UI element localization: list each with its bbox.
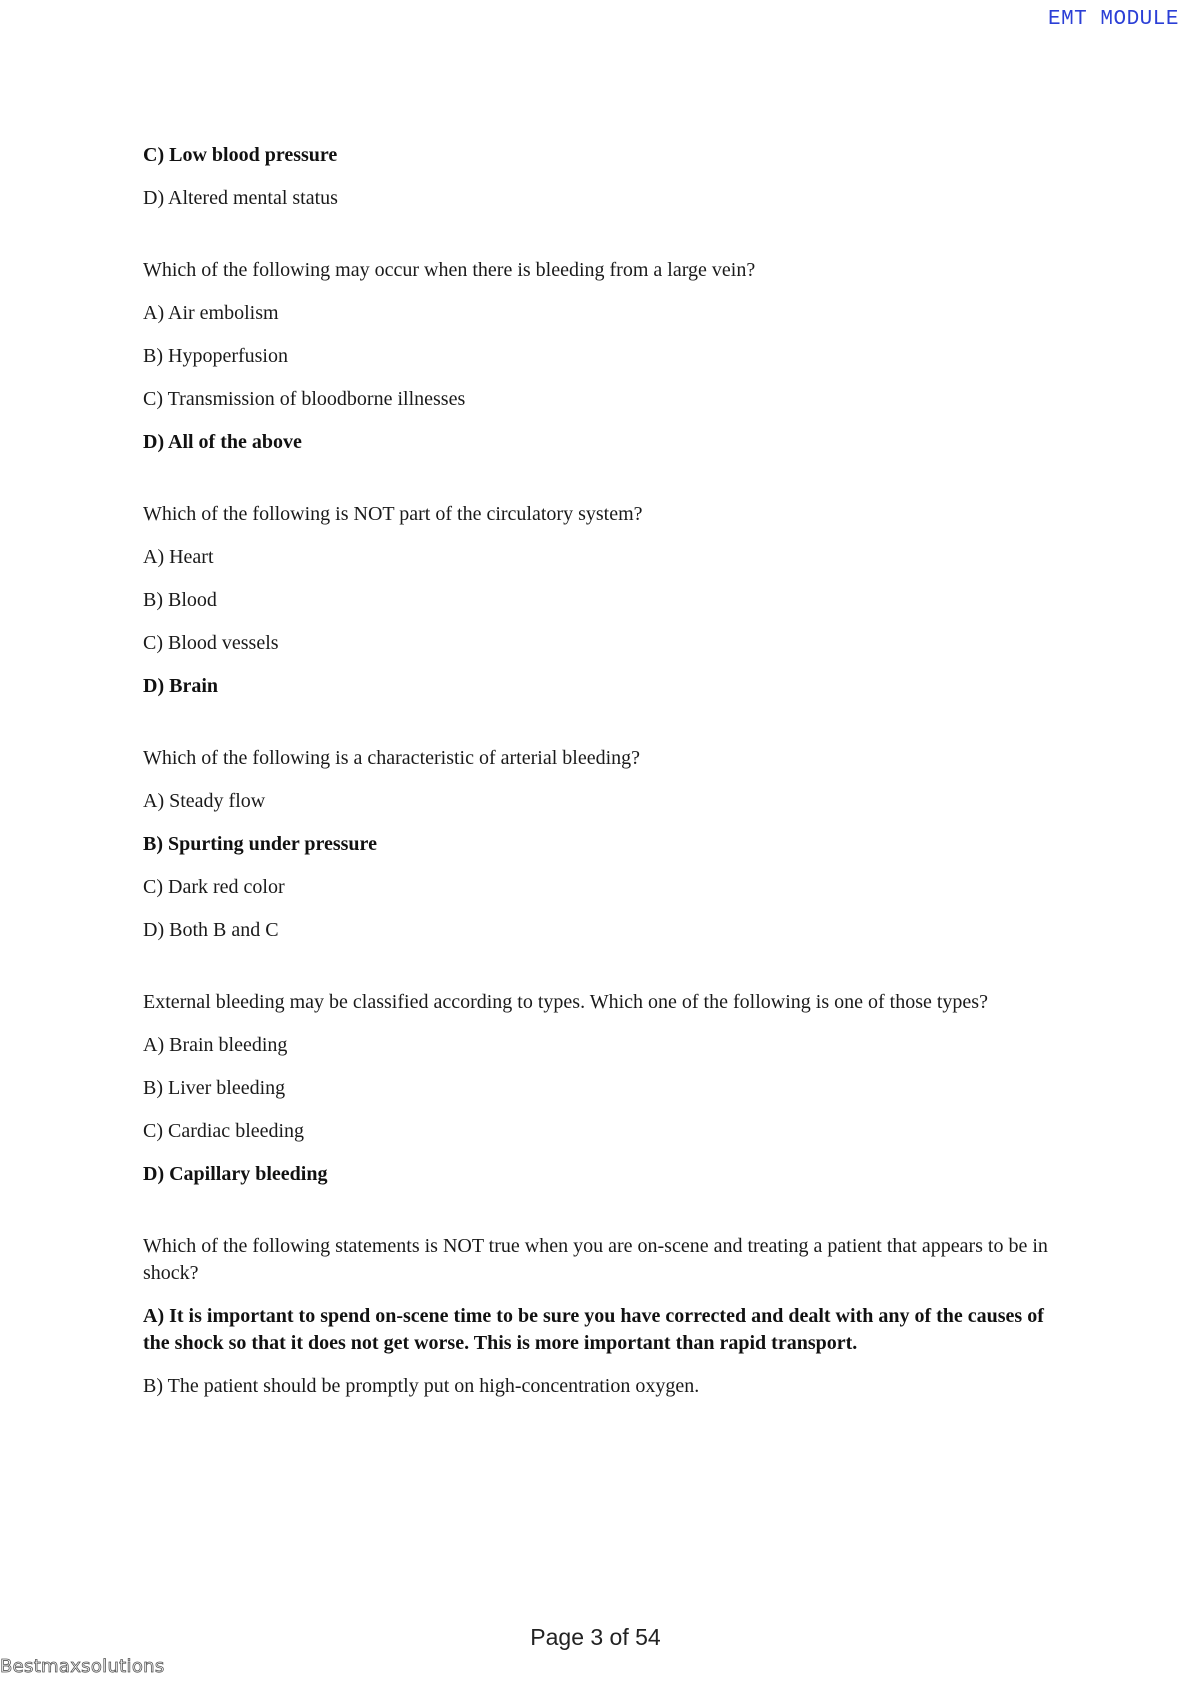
question-text: Which of the following statements is NOT true when you are on-scene and treating a patient that appears to be in shock? (143, 1235, 1048, 1284)
answer-option: C) Cardiac bleeding (143, 1120, 305, 1142)
answer-option: D) Altered mental status (143, 187, 338, 209)
answer-option: B) Liver bleeding (143, 1077, 286, 1099)
document-body (143, 142, 1063, 1416)
question-text: Which of the following is a characteristic of arterial bleeding? (143, 747, 641, 769)
answer-option: B) Blood (143, 589, 217, 611)
answer-option: A) Air embolism (143, 302, 279, 324)
answer-option: A) Brain bleeding (143, 1034, 288, 1056)
question-block (143, 745, 1063, 944)
question-text: Which of the following may occur when there is bleeding from a large vein? (143, 259, 756, 281)
question-block (143, 1233, 1063, 1400)
answer-option-correct: D) Capillary bleeding (143, 1163, 328, 1185)
answer-option: D) Both B and C (143, 919, 279, 941)
document-header-mark: EMT MODULE (1047, 8, 1179, 31)
answer-option-correct: D) Brain (143, 675, 218, 697)
question-block (143, 257, 1063, 456)
answer-option-correct: A) It is important to spend on-scene time to be sure you have corrected and dealt with any of the causes of the shock so that it does not get worse. This is more important than rapid transport. (143, 1305, 1044, 1354)
answer-option: C) Blood vessels (143, 632, 279, 654)
answer-option: C) Transmission of bloodborne illnesses (143, 388, 466, 410)
question-block (143, 142, 1063, 212)
answer-option: B) The patient should be promptly put on high-concentration oxygen. (143, 1375, 700, 1397)
answer-option-correct: C) Low blood pressure (143, 144, 338, 166)
answer-option: C) Dark red color (143, 876, 285, 898)
question-text: External bleeding may be classified according to types. Which one of the following is one of those types? (143, 991, 988, 1013)
answer-option-correct: B) Spurting under pressure (143, 833, 377, 855)
answer-option: B) Hypoperfusion (143, 345, 288, 367)
question-block (143, 501, 1063, 700)
question-text: Which of the following is NOT part of the circulatory system? (143, 503, 643, 525)
question-block (143, 989, 1063, 1188)
answer-option: A) Steady flow (143, 790, 266, 812)
answer-option-correct: D) All of the above (143, 431, 302, 453)
answer-option: A) Heart (143, 546, 214, 568)
watermark-text: Bestmaxsolutions (0, 1656, 165, 1677)
page-number: Page 3 of 54 (530, 1624, 661, 1650)
